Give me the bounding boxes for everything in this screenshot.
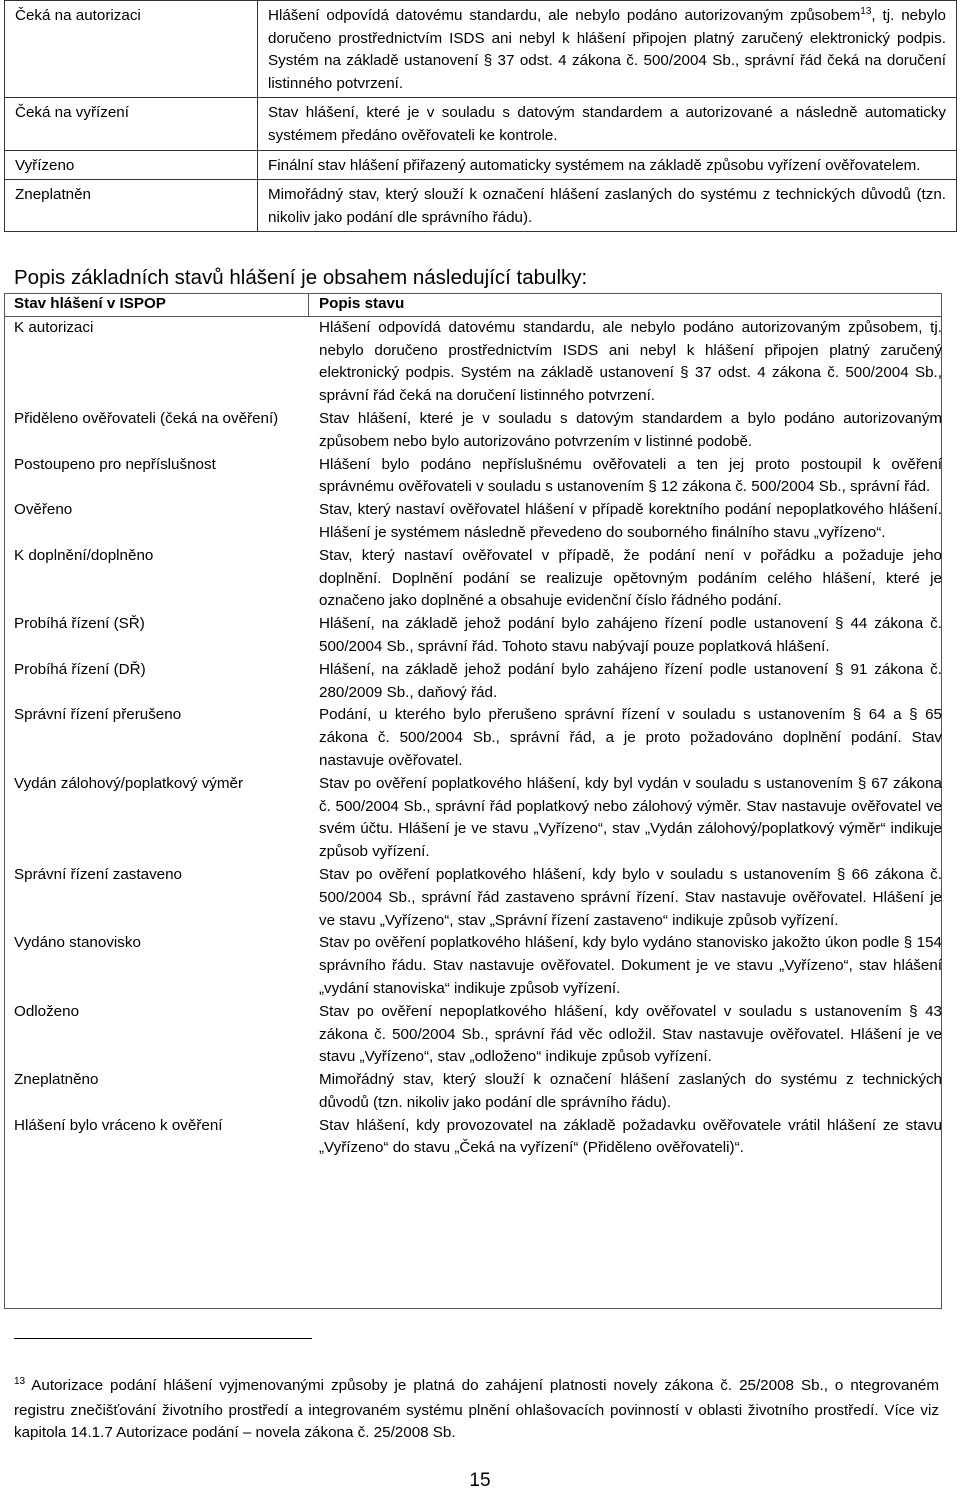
state-row — [4, 1069, 942, 1115]
state-name: Správní řízení zastaveno — [14, 865, 182, 883]
state-row — [4, 773, 942, 864]
state-row — [4, 316, 942, 408]
summary-state: Čeká na vyřízení — [5, 98, 258, 150]
states-summary-table — [4, 0, 957, 232]
table-header-row — [4, 293, 942, 316]
state-description: Stav po ověření nepoplatkového hlášení, kdy ověřovatel v souladu s ustanovením § 43 zákona č. 500/2004 Sb., správní řád věc odložil. Stav nastavuje ověřovatel. Hlášení je ve stavu „Vyřízeno“, stav „odloženo“ indikuje způsob vyřízení. — [319, 1002, 942, 1066]
state-description: Hlášení, na základě jehož podání bylo zahájeno řízení podle ustanovení § 91 zákona č. 280/2009 Sb., daňový řád. — [319, 660, 942, 701]
summary-row — [5, 180, 957, 232]
state-description: Stav hlášení, které je v souladu s datovým standardem a bylo podáno autorizovaným způsobem nebo bylo autorizováno potvrzením v listinné podobě. — [319, 409, 942, 450]
state-description: Stav po ověření poplatkového hlášení, kdy bylo vydáno stanovisko jakožto úkon podle § 154 správního řádu. Stav nastavuje ověřovatel. Dokument je ve stavu „Vyřízeno“, stav hlášení „vydání stanoviska“ indikuje způsob vyřízení. — [319, 934, 942, 997]
state-name: Odloženo — [14, 1002, 80, 1020]
state-description: Stav po ověření poplatkového hlášení, kdy bylo v souladu s ustanovením § 66 zákona č. 500/2004 Sb., správní řád zastaveno správní řízení. Stav nastavuje ověřovatel. Hlášení je ve stavu „Vyřízeno“, stav „Správní řízení zastaveno“ indikuje způsob vyřízení. — [319, 865, 942, 929]
state-description: Hlášení odpovídá datovému standardu, ale nebylo podáno autorizovaným způsobem, tj. nebylo doručeno prostřednictvím ISDS ani nebyl k hlášení připojen platný zaručený elektronický podpis. Systém na základě ustanovení § 37 odst. 4 zákona č. 500/2004 Sb., správní řád čeká na doručení listinného potvrzení. — [319, 318, 942, 405]
footnote-text: Autorizace podání hlášení vyjmenovanými způsoby je platná do zahájení platnosti novely zákona č. 25/2008 Sb., o ntegrovaném registru znečišťování životního prostředí a integrovaném systému plnění ohlašovacích povinností v oblasti životního prostředí. Více viz kapitola 14.1.7 Autorizace podání – novela zákona č. 25/2008 Sb. — [14, 1377, 939, 1442]
state-row — [4, 613, 942, 659]
state-description: Podání, u kterého bylo přerušeno správní řízení v souladu s ustanovením § 64 a § 65 zákona č. 500/2004 Sb., správní řád, a je proto požadováno doplnění podání. Stav nastavuje ověřovatel. — [319, 706, 942, 769]
state-name: Postoupeno pro nepříslušnost — [14, 455, 216, 473]
summary-description-text: Hlášení odpovídá datovému standardu, ale nebylo podáno autorizovaným způsobem — [268, 7, 861, 24]
state-row — [4, 408, 942, 454]
summary-row — [5, 1, 957, 98]
footnote-reference: 13 — [860, 5, 872, 17]
state-name: K doplnění/doplněno — [14, 546, 154, 564]
state-row — [4, 659, 942, 705]
state-name: Probíhá řízení (DŘ) — [14, 660, 146, 678]
state-description: Mimořádný stav, který slouží k označení hlášení zaslaných do systému z technických důvodů (tzn. nikoliv jako podání dle správního řádu). — [319, 1071, 942, 1111]
state-row — [4, 1115, 942, 1161]
state-name: Hlášení bylo vráceno k ověření — [14, 1116, 223, 1134]
summary-description: Finální stav hlášení přiřazený automaticky systémem na základě způsobu vyřízení ověřovatelem. — [258, 150, 957, 180]
table-intro-heading: Popis základních stavů hlášení je obsahem následující tabulky: — [14, 266, 588, 289]
state-row — [4, 545, 942, 613]
state-row — [4, 704, 942, 772]
state-name: Správní řízení přerušeno — [14, 706, 182, 724]
state-description: Hlášení bylo podáno nepříslušnému ověřovateli a ten jej proto postoupil k ověření správnému ověřovateli v souladu s ustanovením § 12 zákona č. 500/2004 Sb., správní řád. — [319, 455, 942, 496]
state-name: Vydáno stanovisko — [14, 934, 141, 952]
footnote-separator — [14, 1338, 312, 1339]
column-header-state: Stav hlášení v ISPOP — [14, 295, 166, 312]
state-name: Zneplatněno — [14, 1071, 99, 1089]
summary-description: Stav hlášení, které je v souladu s datovým standardem a autorizované a následně automaticky systémem předáno ověřovateli ke kontrole. — [258, 98, 957, 150]
state-name: Ověřeno — [14, 501, 73, 519]
footnote-number: 13 — [14, 1376, 26, 1387]
state-row — [4, 454, 942, 500]
state-row — [4, 1001, 942, 1069]
summary-state: Vyřízeno — [5, 150, 258, 180]
state-description: Stav hlášení, kdy provozovatel na základě požadavku ověřovatele vrátil hlášení ze stavu „Vyřízeno“ do stavu „Čeká na vyřízení“ (Přiděleno ověřovateli)“. — [319, 1116, 942, 1157]
column-header-description: Popis stavu — [319, 295, 405, 312]
state-description: Stav po ověření poplatkového hlášení, kdy byl vydán v souladu s ustanovením § 67 zákona č. 500/2004 Sb., správní řád poplatkový nebo zálohový výměr. Stav nastavuje ověřovatel ve svém účtu. Hlášení je ve stavu „Vyřízeno“, stav „Vydán zálohový/poplatkový výměr“ indikuje způsob vyřízení. — [319, 774, 942, 861]
state-description: Stav, který nastaví ověřovatel v případě, že podání není v pořádku a požaduje jeho doplnění. Doplnění podání se realizuje opětovným podáním celého hlášení, které je označeno jako doplněné a obsahuje evidenční číslo řádného podání. — [319, 546, 942, 610]
state-row — [4, 864, 942, 932]
state-description: Stav, který nastaví ověřovatel hlášení v případě korektního podání nepoplatkového hlášení. Hlášení je systémem následně převedeno do souborného finálního stavu „vyřízeno“. — [319, 501, 942, 541]
summary-description-text: , tj. nebylo doručeno prostřednictvím ISDS ani nebyl k hlášení připojen platný zaručený elektronický podpis. Systém na základě ustanovení § 37 odst. 4 zákona č. 500/2004 Sb., správní řád čeká na doručení listinného potvrzení. — [268, 7, 946, 92]
summary-state: Zneplatněn — [5, 180, 258, 232]
state-name: Přiděleno ověřovateli (čeká na ověření) — [14, 409, 279, 427]
footnote — [14, 1375, 939, 1445]
state-name: Probíhá řízení (SŘ) — [14, 615, 145, 633]
summary-row — [5, 98, 957, 150]
states-description-table — [4, 293, 942, 1160]
state-description: Hlášení, na základě jehož podání bylo zahájeno řízení podle ustanovení § 44 zákona č. 500/2004 Sb., správní řád. Tohoto stavu nabývají pouze poplatková hlášení. — [319, 615, 942, 655]
summary-description: Mimořádný stav, který slouží k označení hlášení zaslaných do systému z technických důvodů (tzn. nikoliv jako podání dle správního řádu). — [258, 180, 957, 232]
state-row — [4, 932, 942, 1000]
state-name: Vydán zálohový/poplatkový výměr — [14, 774, 244, 792]
page-number: 15 — [469, 1470, 491, 1491]
state-name: K autorizaci — [14, 318, 94, 336]
summary-state: Čeká na autorizaci — [5, 1, 258, 98]
summary-description — [258, 1, 957, 98]
state-row — [4, 499, 942, 545]
summary-row — [5, 150, 957, 180]
